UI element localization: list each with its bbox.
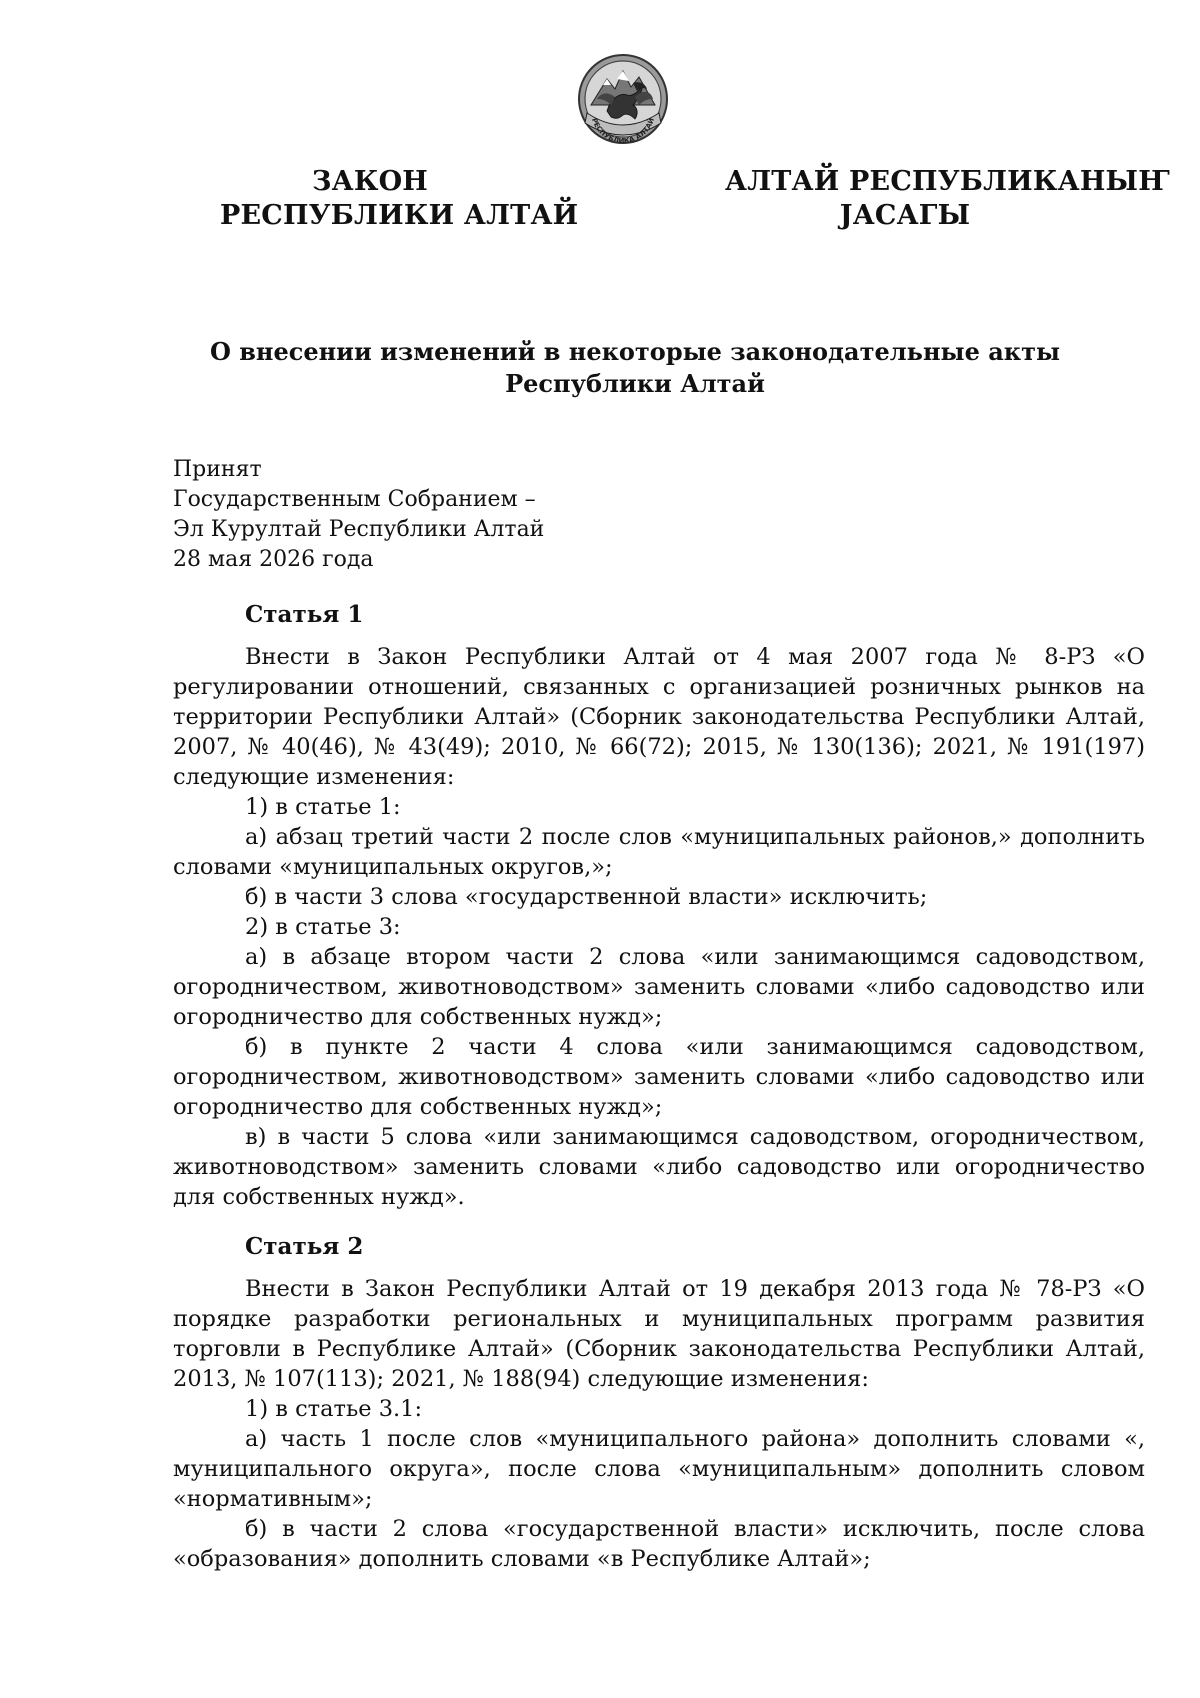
- article-1-paragraph: в) в части 5 слова «или занимающимся садоводством, огородничеством, животноводством» заменить словами «либо садоводство или огородничество для собственных нужд».: [173, 1124, 1145, 1210]
- adopted-line3: Эл Курултай Республики Алтай: [173, 517, 545, 542]
- article-1-paragraph: а) в абзаце втором части 2 слова «или занимающимся садоводством, огородничеством, животноводством» заменить словами «либо садоводство или огородничество для собственных нужд»;: [173, 944, 1145, 1030]
- header-right: [725, 165, 1170, 233]
- article-1: [173, 600, 1145, 1212]
- header-left-line1: ЗАКОН: [311, 166, 429, 197]
- article-1-paragraph: 2) в статье 3:: [245, 914, 401, 940]
- republic-altai-coat-of-arms-icon: [577, 53, 669, 153]
- article-2-paragraph: Внести в Закон Республики Алтай от 19 декабря 2013 года № 78-РЗ «О порядке разработки региональных и муниципальных программ развития торговли в Республике Алтай» (Сборник законодательства Республики Алтай, 2013, № 107(113); 2021, № 188(94) следующие изменения:: [173, 1276, 1145, 1392]
- article-1-paragraph: б) в части 3 слова «государственной власти» исключить;: [245, 884, 928, 910]
- article-2-paragraph: а) часть 1 после слов «муниципального района» дополнить словами «, муниципального округа», после слова «муниципальным» дополнить словом «нормативным»;: [173, 1426, 1145, 1512]
- adoption-block: [173, 455, 544, 575]
- header-left: [220, 165, 579, 233]
- header-right-line1: АЛТАЙ РЕСПУБЛИКАНЫҤ: [725, 166, 1170, 197]
- article-1-paragraph: Внести в Закон Республики Алтай от 4 мая 2007 года № 8-РЗ «О регулировании отношений, связанных с организацией розничных рынков на территории Республики Алтай» (Сборник законодательства Республики Алтай, 2007, № 40(46), № 43(49); 2010, № 66(72); 2015, № 130(136); 2021, № 191(197) следующие изменения:: [173, 644, 1145, 790]
- article-1-heading: Статья 1: [245, 601, 364, 628]
- emblem-ribbon-text: РЕСПУБЛИКА АЛТАЙ: [590, 116, 657, 146]
- adopted-line1: Принят: [173, 457, 262, 482]
- adopted-line2: Государственным Собранием –: [173, 487, 536, 512]
- adopted-date: 28 мая 2026 года: [173, 547, 374, 572]
- article-2-heading: Статья 2: [245, 1233, 364, 1260]
- article-2-paragraph: б) в части 2 слова «государственной власти» исключить, после слова «образования» дополнить словами «в Республике Алтай»;: [173, 1516, 1145, 1572]
- header-left-line2: РЕСПУБЛИКИ АЛТАЙ: [220, 200, 579, 231]
- header-right-line2: ЈАСАГЫ: [839, 200, 971, 231]
- title-line2: Республики Алтай: [505, 369, 765, 398]
- title-line1: О внесении изменений в некоторые законодательные акты: [209, 337, 1061, 366]
- article-1-paragraph: б) в пункте 2 части 4 слова «или занимающимся садоводством, огородничеством, животноводством» заменить словами «либо садоводство или огородничество для собственных нужд»;: [173, 1034, 1145, 1120]
- document-title: [170, 336, 1100, 400]
- article-1-paragraph: а) абзац третий части 2 после слов «муниципальных районов,» дополнить словами «муниципальных округов,»;: [173, 824, 1145, 880]
- article-1-paragraph: 1) в статье 1:: [245, 794, 401, 820]
- article-2: [173, 1232, 1145, 1574]
- article-2-paragraph: 1) в статье 3.1:: [245, 1396, 423, 1422]
